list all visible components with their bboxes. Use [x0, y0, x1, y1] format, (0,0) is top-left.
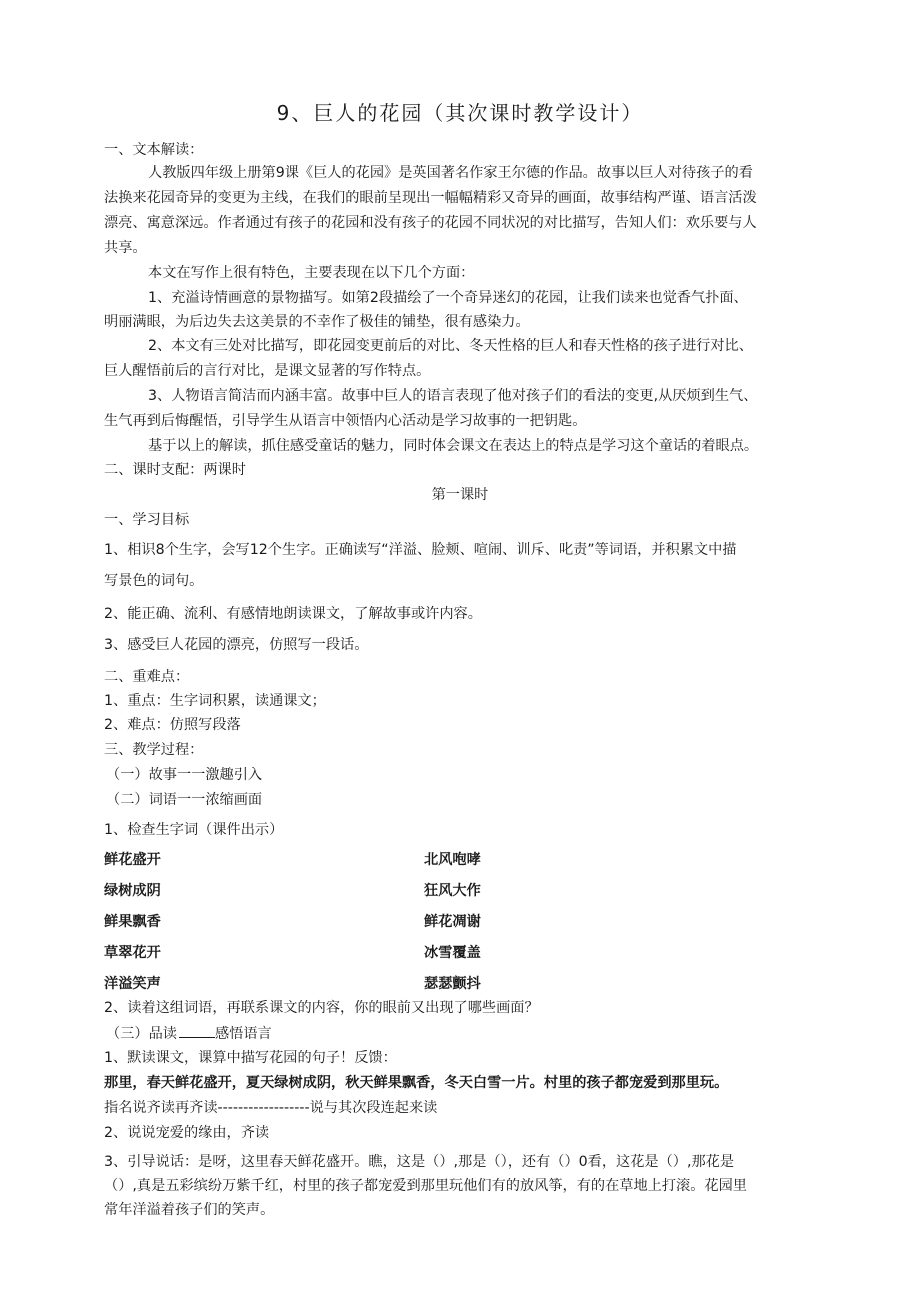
vocab-word: 冰雪覆盖 — [424, 945, 481, 961]
paragraph-line: 明丽满眼，为后边失去这美景的不幸作了极佳的铺垫，很有感染力。 — [104, 314, 530, 330]
vocab-word: 狂风大作 — [424, 883, 481, 899]
step-prefix: （三）品读 — [106, 1026, 177, 1042]
process-substep: 2、读着这组词语，再联系课文的内容，你的眼前又出现了哪些画面？ — [104, 1000, 539, 1016]
paragraph-line: 漂亮、寓意深远。作者通过有孩子的花园和没有孩子的花园不同状况的对比描写，告知人们：欢乐要与人 — [104, 215, 757, 231]
key-point: 2、难点：仿照写段落 — [104, 717, 241, 733]
page-title: 9、巨人的花园（其次课时教学设计） — [276, 101, 644, 125]
highlighted-sentence: 那里，春天鲜花盛开，夏天绿树成阴，秋天鲜果飘香，冬天白雪一片。村里的孩子都宠爱到那里玩。 — [104, 1075, 729, 1091]
vocab-word: 鲜果飘香 — [104, 914, 161, 930]
process-substep: 3、引导说话：是呀，这里春天鲜花盛开。瞧，这是（）,那是（），还有（）0看，这花是（）,那花是 — [104, 1154, 735, 1170]
goal-item: 1、相识8个生字，会写12个生字。正确读写“洋溢、脸颊、喧闹、训斥、叱责”等词语，并积累文中描 — [104, 542, 737, 558]
goal-item: 写景色的词句。 — [104, 573, 204, 589]
section-heading-schedule: 二、课时支配：两课时 — [104, 462, 246, 478]
vocab-word: 北风咆哮 — [424, 852, 481, 868]
goal-item: 3、感受巨人花园的漂亮，仿照写一段话。 — [104, 637, 369, 653]
process-step-reading — [106, 1023, 844, 1044]
goal-item: 2、能正确、流利、有感情地朗读课文，了解故事或许内容。 — [104, 606, 482, 622]
vocab-word: 瑟瑟颤抖 — [424, 976, 481, 992]
vocab-word: 绿树成阴 — [104, 883, 161, 899]
goals-heading: 一、学习目标 — [104, 512, 190, 528]
paragraph-line: 常年洋溢着孩子们的笑声。 — [104, 1202, 275, 1218]
paragraph-line: 3、人物语言简洁而内涵丰富。故事中巨人的语言表现了他对孩子们的看法的变更,从厌烦到生气、 — [148, 388, 758, 404]
paragraph-line: 基于以上的解读，抓住感受童话的魅力，同时体会课文在表达上的特点是学习这个童话的着眼点。 — [148, 438, 759, 454]
paragraph-line: 1、充溢诗情画意的景物描写。如第2段描绘了一个奇异迷幻的花园，让我们读来也觉香气扑面、 — [148, 290, 748, 306]
paragraph-line: 2、本文有三处对比描写，即花园变更前后的对比、冬天性格的巨人和春天性格的孩子进行对比、 — [148, 338, 753, 354]
vocab-word: 鲜花凋谢 — [424, 914, 481, 930]
paragraph-line: 法换来花园奇异的变更为主线，在我们的眼前呈现出一幅幅精彩又奇异的画面，故事结构严谨、语言活泼 — [104, 190, 757, 206]
key-points-heading: 二、重难点： — [104, 669, 190, 685]
vocab-word: 草翠花开 — [104, 945, 161, 961]
process-substep: 1、检查生字词（课件出示） — [104, 822, 284, 838]
paragraph-line: 巨人醒悟前后的言行对比，是课文显著的写作特点。 — [104, 363, 431, 379]
reading-note: 指名说齐读再齐读------------------说与其次段连起来读 — [104, 1100, 438, 1116]
process-step: （一）故事一一激趣引入 — [106, 767, 263, 783]
vocab-word: 洋溢笑声 — [104, 976, 161, 992]
process-substep: 1、默读课文，课算中描写花园的句子！反馈： — [104, 1050, 397, 1066]
vocab-word: 鲜花盛开 — [104, 852, 161, 868]
paragraph-line: 生气再到后悔醒悟，引导学生从语言中领悟内心活动是学习故事的一把钥匙。 — [104, 413, 587, 429]
paragraph-line: 共享。 — [104, 240, 147, 256]
paragraph-line: （）,真是五彩缤纷万紫千红，村里的孩子都宠爱到那里玩他们有的放风筝，有的在草地上打滚。花园里 — [104, 1178, 747, 1194]
section-heading-text-analysis: 一、文本解读： — [104, 142, 204, 158]
process-heading: 三、教学过程： — [104, 742, 204, 758]
process-step: （二）词语一一浓缩画面 — [106, 792, 263, 808]
step-suffix: 感悟语言 — [214, 1026, 272, 1042]
lesson-title: 第一课时 — [431, 487, 489, 503]
key-point: 1、重点：生字词积累，读通课文； — [104, 693, 326, 709]
paragraph-line: 人教版四年级上册第9课《巨人的花园》是英国著名作家王尔德的作品。故事以巨人对待孩子的看 — [148, 165, 753, 181]
paragraph-line: 本文在写作上很有特色，主要表现在以下几个方面： — [148, 265, 475, 281]
blank-line — [179, 1023, 215, 1038]
process-substep: 2、说说宠爱的缘由，齐读 — [104, 1125, 270, 1141]
